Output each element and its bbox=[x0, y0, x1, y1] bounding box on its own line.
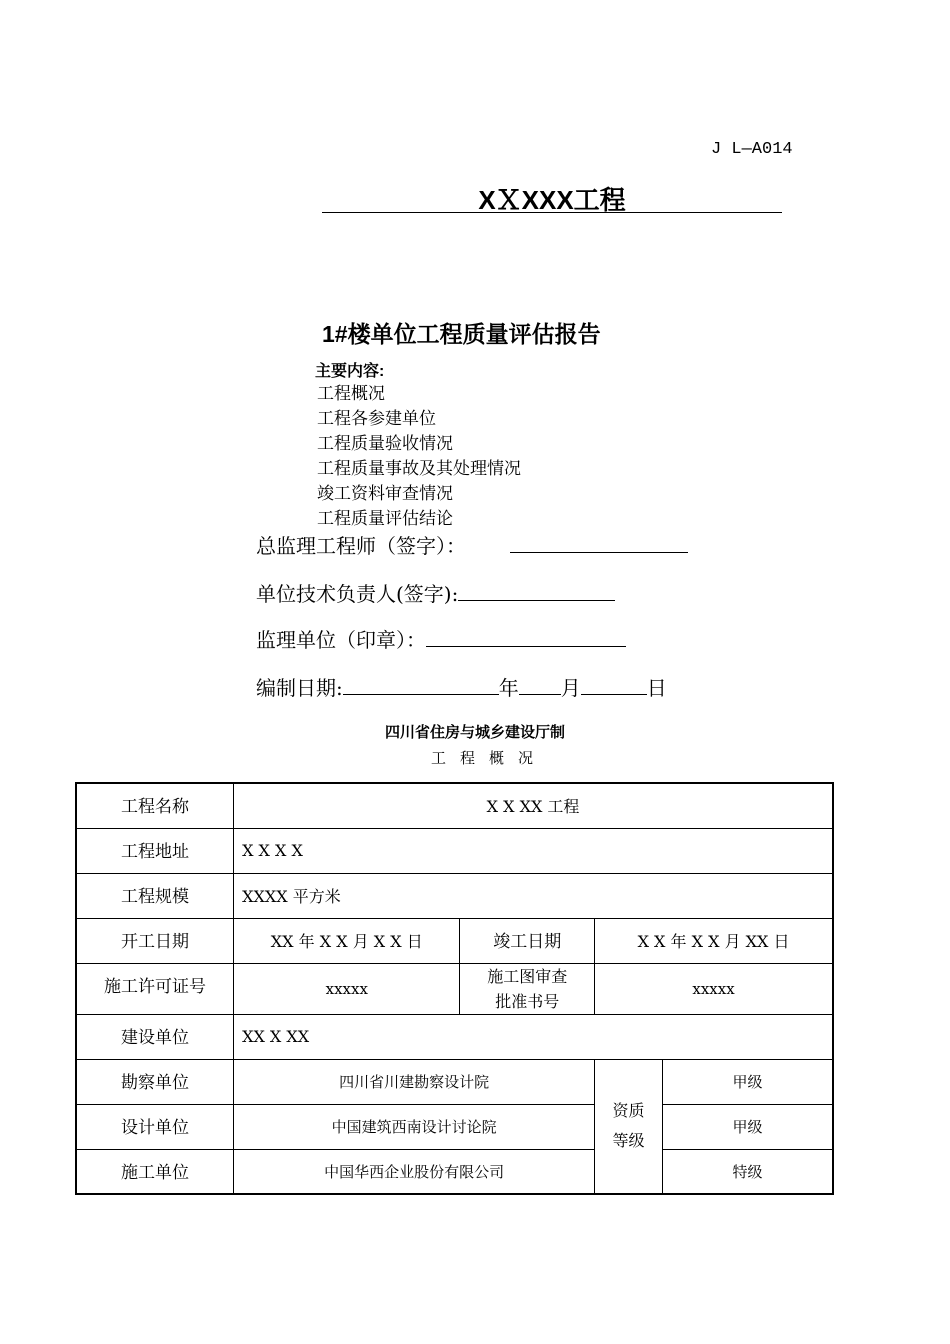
drawing-approval-label bbox=[460, 963, 595, 1014]
project-title: XＸXXX工程 bbox=[478, 185, 626, 215]
project-overview-table bbox=[75, 782, 834, 1195]
cell-label: 工程规模 bbox=[76, 873, 234, 918]
construction-grade-value: 特级 bbox=[662, 1149, 833, 1194]
cell-label: 设计单位 bbox=[76, 1104, 234, 1149]
compile-date-label: 编制日期: bbox=[256, 676, 343, 700]
contents-item: 竣工资料审查情况 bbox=[317, 484, 453, 504]
completion-date-value: X X 年 X X 月 XX 日 bbox=[595, 918, 833, 963]
tech-leader-signature bbox=[256, 578, 615, 607]
construction-unit-value: 中国华西企业股份有限公司 bbox=[234, 1149, 595, 1194]
builder-unit-value: XX X XX bbox=[234, 1014, 833, 1059]
date-year-field[interactable] bbox=[343, 676, 499, 695]
table-row bbox=[76, 873, 833, 918]
design-grade-value: 甲级 bbox=[662, 1104, 833, 1149]
contents-item: 工程质量验收情况 bbox=[317, 434, 453, 454]
table-row bbox=[76, 963, 833, 1014]
tech-leader-field[interactable] bbox=[458, 582, 615, 601]
cell-label: 勘察单位 bbox=[76, 1059, 234, 1104]
table-row bbox=[76, 1149, 833, 1194]
contents-item: 工程概况 bbox=[317, 384, 385, 404]
survey-unit-value: 四川省川建勘察设计院 bbox=[234, 1059, 595, 1104]
supervision-unit-field[interactable] bbox=[426, 628, 626, 647]
table-row bbox=[76, 1104, 833, 1149]
contents-item: 工程各参建单位 bbox=[317, 409, 436, 429]
project-address-value: X X X X bbox=[234, 828, 833, 873]
qualification-label-line1: 资质 bbox=[612, 1101, 645, 1121]
cell-label: 施工许可证号 bbox=[76, 963, 234, 1014]
section-title: 工程概况 bbox=[430, 749, 547, 767]
table-row bbox=[76, 783, 833, 828]
compile-date-row bbox=[256, 672, 667, 701]
contents-item: 工程质量事故及其处理情况 bbox=[317, 459, 521, 479]
document-code: J L—A014 bbox=[711, 140, 793, 159]
chief-supervisor-label: 总监理工程师（签字）： bbox=[256, 534, 466, 558]
table-row bbox=[76, 918, 833, 963]
drawing-approval-label-line1: 施工图审查 bbox=[487, 966, 568, 986]
table-row bbox=[76, 1059, 833, 1104]
day-label: 日 bbox=[646, 676, 667, 700]
date-month-field[interactable] bbox=[519, 676, 561, 695]
cell-label: 建设单位 bbox=[76, 1014, 234, 1059]
permit-number-value: xxxxx bbox=[234, 963, 460, 1014]
month-label: 月 bbox=[560, 676, 581, 700]
start-date-value: XX 年 X X 月 X X 日 bbox=[234, 918, 460, 963]
qualification-grade-label bbox=[595, 1059, 663, 1194]
cell-label: 工程名称 bbox=[76, 783, 234, 828]
design-unit-value: 中国建筑西南设计讨论院 bbox=[234, 1104, 595, 1149]
date-day-field[interactable] bbox=[581, 676, 647, 695]
cell-label: 竣工日期 bbox=[460, 918, 595, 963]
drawing-approval-label-line2: 批准书号 bbox=[495, 991, 560, 1011]
chief-supervisor-field[interactable] bbox=[510, 534, 688, 553]
report-title: 1#楼单位工程质量评估报告 bbox=[322, 321, 601, 347]
qualification-label-line2: 等级 bbox=[612, 1131, 645, 1151]
contents-list bbox=[317, 382, 521, 532]
cell-label: 施工单位 bbox=[76, 1149, 234, 1194]
cell-label: 开工日期 bbox=[76, 918, 234, 963]
survey-grade-value: 甲级 bbox=[662, 1059, 833, 1104]
issuer: 四川省住房与城乡建设厅制 bbox=[384, 724, 565, 741]
contents-label: 主要内容: bbox=[315, 363, 385, 380]
project-scale-value: XXXX 平方米 bbox=[234, 873, 833, 918]
year-label: 年 bbox=[498, 676, 519, 700]
contents-item: 工程质量评估结论 bbox=[317, 509, 453, 529]
supervision-unit-seal bbox=[256, 624, 626, 653]
drawing-approval-value: xxxxx bbox=[595, 963, 833, 1014]
cell-label: 工程地址 bbox=[76, 828, 234, 873]
chief-supervisor-signature bbox=[256, 530, 688, 559]
supervision-unit-label: 监理单位（印章）： bbox=[256, 628, 426, 652]
table-row bbox=[76, 828, 833, 873]
table-row bbox=[76, 1014, 833, 1059]
tech-leader-label: 单位技术负责人(签字): bbox=[256, 582, 459, 606]
project-name-value: X X XX 工程 bbox=[234, 783, 833, 828]
